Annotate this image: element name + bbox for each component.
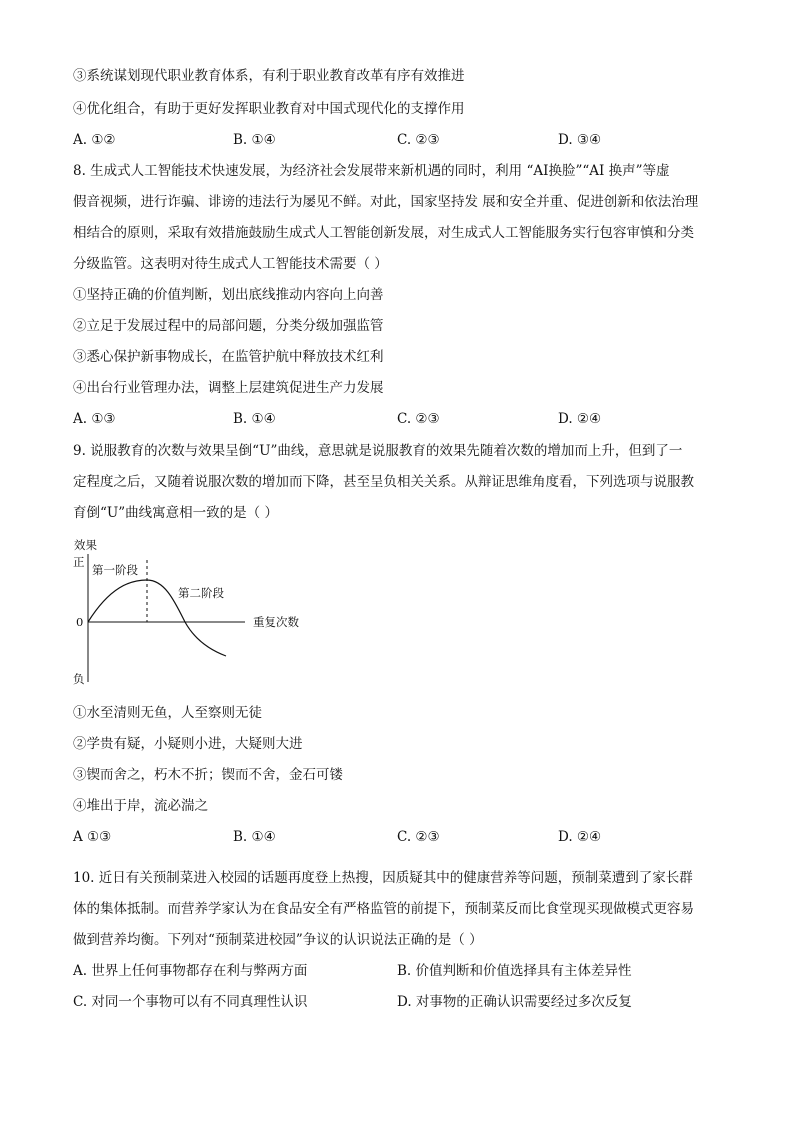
q8-stem-line-4: 分级监管。这表明对待生成式人工智能技术需要（ ） bbox=[73, 256, 388, 272]
q10-options-row-2 bbox=[0, 993, 794, 1011]
q8-option-d[interactable]: D. ②④ bbox=[558, 411, 602, 427]
q7-options bbox=[0, 131, 794, 149]
q9-option-a[interactable]: A ①③ bbox=[73, 829, 112, 845]
q9-figure-y-pos: 正 bbox=[73, 555, 85, 569]
q9-stem-line-2: 定程度之后，又随着说服次数的增加而下降，甚至呈负相关关系。从辩证思维角度看，下列选项与说服教 bbox=[73, 474, 694, 490]
q8-options bbox=[0, 410, 794, 428]
q8-option-a[interactable]: A. ①③ bbox=[73, 411, 116, 427]
q9-figure-x-title: 重复次数 bbox=[253, 615, 299, 629]
q9-figure-phase1: 第一阶段 bbox=[92, 563, 138, 577]
q7-option-a[interactable]: A. ①② bbox=[73, 132, 116, 148]
q9-statement-4: ④堆出于岸，流必湍之 bbox=[73, 798, 208, 814]
q8-stem-line-1: 8. 生成式人工智能技术快速发展，为经济社会发展带来新机遇的同时，利用 “AI换脸”“AI 换声”等虚 bbox=[73, 163, 670, 179]
q8-statement-1: ①坚持正确的价值判断，划出底线推动内容向上向善 bbox=[73, 287, 384, 303]
q8-stem-line-3: 相结合的原则，采取有效措施鼓励生成式人工智能创新发展，对生成式人工智能服务实行包容审慎和分类 bbox=[73, 225, 694, 241]
q8-statement-2: ②立足于发展过程中的局部问题，分类分级加强监管 bbox=[73, 318, 384, 334]
q7-option-b[interactable]: B. ①④ bbox=[233, 132, 276, 148]
q10-option-b[interactable]: B. 价值判断和价值选择具有主体差异性 bbox=[397, 963, 632, 979]
q8-statement-3: ③悉心保护新事物成长，在监管护航中释放技术红利 bbox=[73, 349, 384, 365]
q9-option-d[interactable]: D. ②④ bbox=[558, 829, 602, 845]
q8-statement-4: ④出台行业管理办法，调整上层建筑促进生产力发展 bbox=[73, 380, 384, 396]
q9-option-c[interactable]: C. ②③ bbox=[397, 829, 440, 845]
q8-option-b[interactable]: B. ①④ bbox=[233, 411, 276, 427]
q10-stem-line-3: 做到营养均衡。下列对“预制菜进校园”争议的认识说法正确的是（ ） bbox=[73, 932, 483, 948]
q7-option-c[interactable]: C. ②③ bbox=[397, 132, 440, 148]
q8-stem-line-2: 假音视频，进行诈骗、诽谤的违法行为屡见不鲜。对此，国家坚持发 展和安全并重、促进创新和依法治理 bbox=[73, 194, 699, 210]
q9-option-b[interactable]: B. ①④ bbox=[233, 829, 276, 845]
q9-statement-3: ③锲而舍之，朽木不折；锲而不舍，金石可镂 bbox=[73, 767, 343, 783]
q10-options-row-1 bbox=[0, 962, 794, 980]
q10-option-c[interactable]: C. 对同一个事物可以有不同真理性认识 bbox=[73, 994, 308, 1010]
q8-option-c[interactable]: C. ②③ bbox=[397, 411, 440, 427]
q9-figure-phase2: 第二阶段 bbox=[178, 586, 224, 600]
q9-figure bbox=[60, 532, 320, 692]
q7-option-d[interactable]: D. ③④ bbox=[558, 132, 602, 148]
q9-figure-y-neg: 负 bbox=[73, 672, 85, 686]
q9-stem-line-3: 育倒“U”曲线寓意相一致的是（ ） bbox=[73, 505, 278, 521]
q9-stem-line-1: 9. 说服教育的次数与效果呈倒“U”曲线，意思就是说服教育的效果先随着次数的增加而上升，但到了一 bbox=[73, 443, 683, 459]
q7-statement-3: ③系统谋划现代职业教育体系，有利于职业教育改革有序有效推进 bbox=[73, 68, 465, 84]
q9-figure-y-title: 效果 bbox=[74, 538, 97, 552]
q7-statement-4: ④优化组合，有助于更好发挥职业教育对中国式现代化的支撑作用 bbox=[73, 101, 465, 117]
q9-statement-2: ②学贵有疑，小疑则小进，大疑则大进 bbox=[73, 736, 303, 752]
q9-options bbox=[0, 828, 794, 846]
q10-stem-line-2: 体的集体抵制。而营养学家认为在食品安全有严格监管的前提下，预制菜反而比食堂现买现做模式更容易 bbox=[73, 901, 694, 917]
q10-option-d[interactable]: D. 对事物的正确认识需要经过多次反复 bbox=[397, 994, 632, 1010]
q9-statement-1: ①水至清则无鱼，人至察则无徒 bbox=[73, 705, 262, 721]
q10-stem-line-1: 10. 近日有关预制菜进入校园的话题再度登上热搜，因质疑其中的健康营养等问题，预制菜遭到了家长群 bbox=[73, 870, 693, 886]
q9-figure-y-zero: 0 bbox=[76, 615, 84, 629]
q10-option-a[interactable]: A. 世界上任何事物都存在利与弊两方面 bbox=[73, 963, 308, 979]
